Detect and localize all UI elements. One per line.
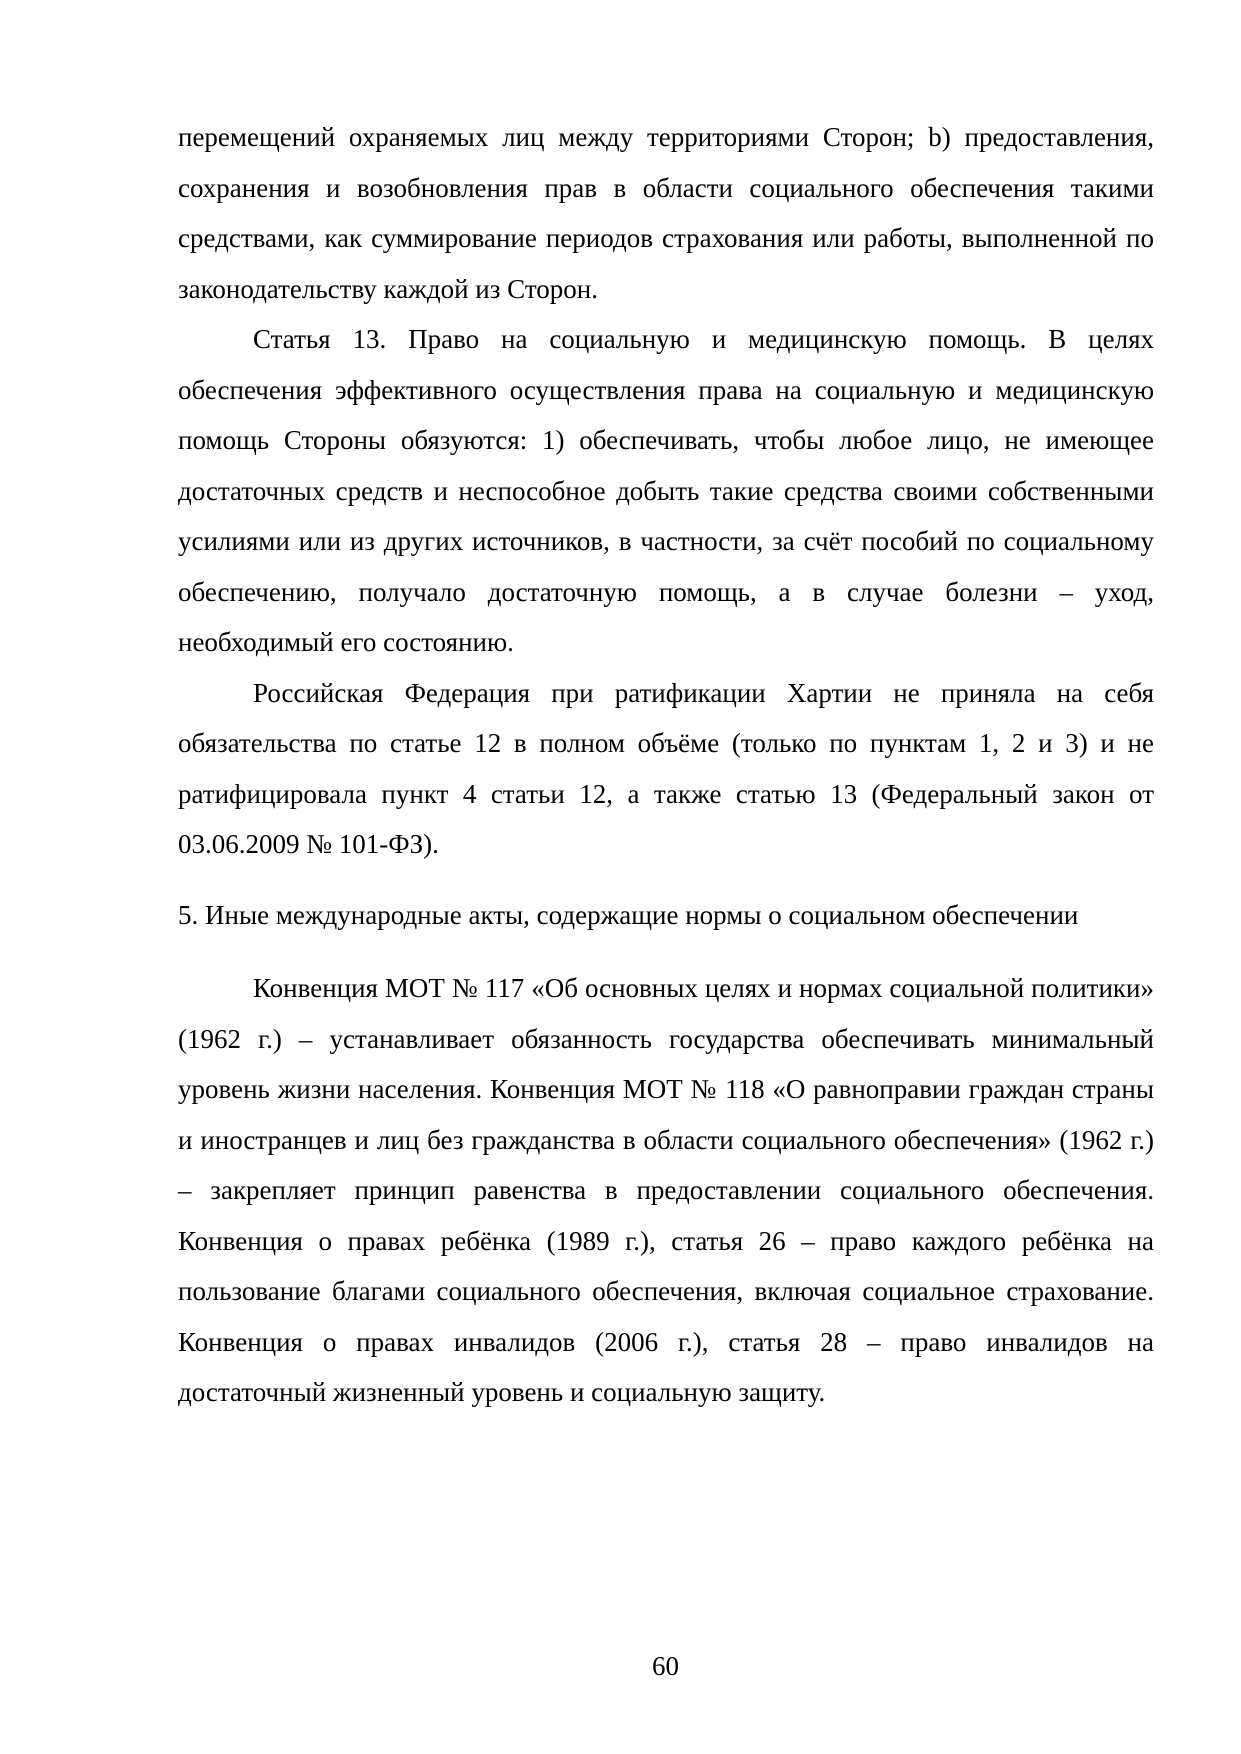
paragraph-ilo-conventions: Конвенция МОТ № 117 «Об основных целях и нормах социальной политики» (1962 г.) – устанавливает обязанность государства обеспечивать минимальный уровень жизни населения. Конвенция МОТ № 118 «О равноправии граждан страны и иностранцев и лиц без гражданства в области социального обеспечения» (1962 г.) – закрепляет принцип равенства в предоставлении социального обеспечения. Конвенция о правах ребёнка (1989 г.), статья 26 – право каждого ребёнка на пользование благами социального обеспечения, включая социальное страхование. Конвенция о правах инвалидов (2006 г.), статья 28 – право инвалидов на достаточный жизненный уровень и социальную защиту. [178,973,1154,1407]
paragraph-article-13: Статья 13. Право на социальную и медицинскую помощь. В целях обеспечения эффективного осуществления права на социальную и медицинскую помощь Стороны обязуются: 1) обеспечивать, чтобы любое лицо, не имеющее достаточных средств и неспособное добыть такие средства своими собственными усилиями или из других источников, в частности, за счёт пособий по социальному обеспечению, получало достаточную помощь, а в случае болезни – уход, необходимый его состоянию. [178,324,1154,657]
paragraph-russian-ratification: Российская Федерация при ратификации Хартии не приняла на себя обязательства по статье 12 в полном объёме (только по пунктам 1, 2 и 3) и не ратифицировала пункт 4 статьи 12, а также статью 13 (Федеральный закон от 03.06.2009 № 101-ФЗ). [178,677,1154,859]
page-body [178,112,1154,1418]
paragraph-continuation: перемещений охраняемых лиц между территориями Сторон; b) предоставления, сохранения и возобновления прав в области социального обеспечения такими средствами, как суммирование периодов страхования или работы, выполненной по законодательству каждой из Сторон. [178,122,1154,304]
section-heading: 5. Иные международные акты, содержащие нормы о социальном обеспечении [178,899,1079,930]
page-number: 60 [652,1651,679,1681]
